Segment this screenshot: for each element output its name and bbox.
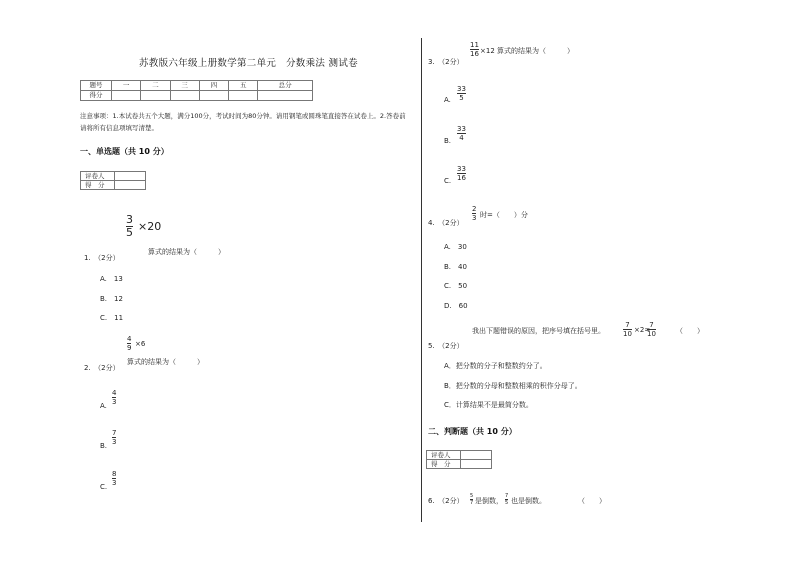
q2-number: 2. （2分） [84, 364, 120, 372]
numerator: 4 [112, 389, 117, 397]
q2-numerator: 4 [127, 335, 132, 343]
q1-number: 1. （2分） [84, 254, 120, 262]
numerator: 7 [112, 429, 117, 437]
q2-option-c-label[interactable]: C. [100, 483, 108, 491]
q2-expression-tail: ×6 [135, 340, 146, 348]
q4-text: 时=（ ）分 [480, 211, 528, 219]
q1-numerator: 3 [126, 213, 133, 226]
denominator: 3 [112, 479, 117, 487]
denominator: 4 [459, 134, 464, 142]
section2-heading: 二、判断题（共 10 分） [428, 427, 517, 436]
q1-text: 算式的结果为（ ） [148, 248, 225, 256]
score-table [80, 80, 313, 101]
denominator: 16 [457, 174, 466, 182]
q2-text: 算式的结果为（ ） [127, 358, 204, 366]
denominator: 10 [647, 330, 656, 338]
numerator: 33 [457, 85, 466, 93]
q5-option-c[interactable]: C．计算结果不是最简分数。 [444, 401, 533, 409]
q3-number: 3. （2分） [428, 58, 464, 66]
q6-fraction-1 [470, 493, 473, 506]
score-cell: 四 [199, 81, 228, 91]
q4-fraction [472, 205, 476, 222]
grader-table [80, 171, 146, 190]
q3-option-a-label[interactable]: A. [444, 96, 451, 104]
q5-number: 5. （2分） [428, 342, 464, 350]
q1-option-a[interactable]: A. 13 [100, 275, 123, 283]
score-cell: 五 [229, 81, 258, 91]
score-cell: 一 [112, 81, 141, 91]
numerator: 33 [457, 125, 466, 133]
denominator: 3 [112, 438, 117, 446]
q4-option-d[interactable]: D. 60 [444, 302, 468, 310]
q2-option-b-label[interactable]: B. [100, 442, 108, 450]
q2-fraction [127, 335, 131, 352]
grader-blank[interactable] [461, 451, 492, 460]
grader-label: 评卷人 [81, 172, 115, 181]
q6-number: 6. （2分） [428, 497, 464, 505]
numerator: 7 [649, 321, 654, 329]
q1-denominator: 5 [126, 226, 133, 239]
page-title: 苏教版六年级上册数学第二单元 分数乘法 测试卷 [139, 58, 358, 69]
section1-heading: 一、单选题（共 10 分） [80, 147, 169, 156]
q2-option-a-fraction[interactable] [112, 389, 116, 406]
score-cell: 三 [170, 81, 199, 91]
grader-label: 得 分 [427, 460, 461, 469]
score-cell: 二 [141, 81, 170, 91]
q4-numerator: 2 [472, 205, 477, 213]
q5-option-a[interactable]: A．把分数的分子和整数约分了。 [444, 362, 547, 370]
q3-numerator: 11 [470, 41, 479, 49]
q2-option-a-label[interactable]: A. [100, 402, 107, 410]
score-cell[interactable] [229, 91, 258, 101]
q2-option-b-fraction[interactable] [112, 429, 116, 446]
q1-option-b[interactable]: B. 12 [100, 295, 123, 303]
numerator: 7 [505, 493, 509, 499]
q5-fraction-a [623, 321, 632, 338]
q4-option-c[interactable]: C. 50 [444, 282, 468, 290]
score-cell: 总分 [258, 81, 313, 91]
score-cell[interactable] [112, 91, 141, 101]
denominator: 5 [505, 500, 509, 506]
q3-option-b-label[interactable]: B. [444, 137, 452, 145]
denominator: 3 [112, 398, 117, 406]
score-cell[interactable] [258, 91, 313, 101]
score-table-score-row [81, 91, 313, 101]
q6-text-2: 也是倒数。 [511, 497, 546, 505]
grader-label: 评卷人 [427, 451, 461, 460]
column-divider [421, 38, 422, 522]
grader-table-2 [426, 450, 492, 469]
q5-prompt: 我出下题错误的原因，把序号填在括号里。 [472, 327, 605, 335]
grader-blank[interactable] [461, 460, 492, 469]
q2-option-c-fraction[interactable] [112, 470, 116, 487]
score-cell: 得分 [81, 91, 112, 101]
q3-option-b-fraction[interactable] [457, 125, 466, 142]
q4-option-b[interactable]: B. 40 [444, 263, 467, 271]
q4-denominator: 3 [472, 214, 477, 222]
denominator: 5 [459, 94, 464, 102]
score-cell: 题号 [81, 81, 112, 91]
exam-notice: 注意事项：1.本试卷共五个大题，满分100分，考试时间为80分钟。请用钢笔或圆珠笔直接答在试卷上。2.答卷前请将所有信息项填写清楚。 [80, 112, 406, 132]
q1-fraction [126, 214, 133, 239]
score-cell[interactable] [141, 91, 170, 101]
q3-option-c-label[interactable]: C. [444, 177, 452, 185]
q5-fraction-b [647, 321, 656, 338]
q1-expression-tail: ×20 [138, 220, 162, 233]
q6-answer-paren[interactable]: （ ） [578, 497, 606, 505]
q4-number: 4. （2分） [428, 219, 464, 227]
q2-denominator: 9 [127, 344, 132, 352]
q3-text: ×12 算式的结果为（ ） [480, 47, 574, 55]
q5-option-b[interactable]: B．把分数的分母和整数相乘的积作分母了。 [444, 382, 582, 390]
q6-fraction-2 [505, 493, 508, 506]
score-cell[interactable] [170, 91, 199, 101]
q3-option-a-fraction[interactable] [457, 85, 466, 102]
q5-equation-mid: ×2= [634, 326, 651, 334]
numerator: 5 [470, 493, 474, 499]
grader-blank[interactable] [115, 172, 146, 181]
q5-answer-paren[interactable]: （ ） [676, 327, 704, 335]
numerator: 33 [457, 165, 466, 173]
q4-option-a[interactable]: A. 30 [444, 243, 467, 251]
q3-fraction [470, 41, 479, 58]
q1-option-c[interactable]: C. 11 [100, 314, 124, 322]
score-table-header-row [81, 81, 313, 91]
grader-blank[interactable] [115, 181, 146, 190]
numerator: 7 [625, 321, 630, 329]
denominator: 10 [623, 330, 632, 338]
q3-denominator: 16 [470, 50, 479, 58]
score-cell[interactable] [199, 91, 228, 101]
denominator: 7 [470, 500, 474, 506]
grader-label: 得 分 [81, 181, 115, 190]
q6-text-1: 是倒数， [475, 497, 503, 505]
numerator: 8 [112, 470, 117, 478]
q3-option-c-fraction[interactable] [457, 165, 466, 182]
